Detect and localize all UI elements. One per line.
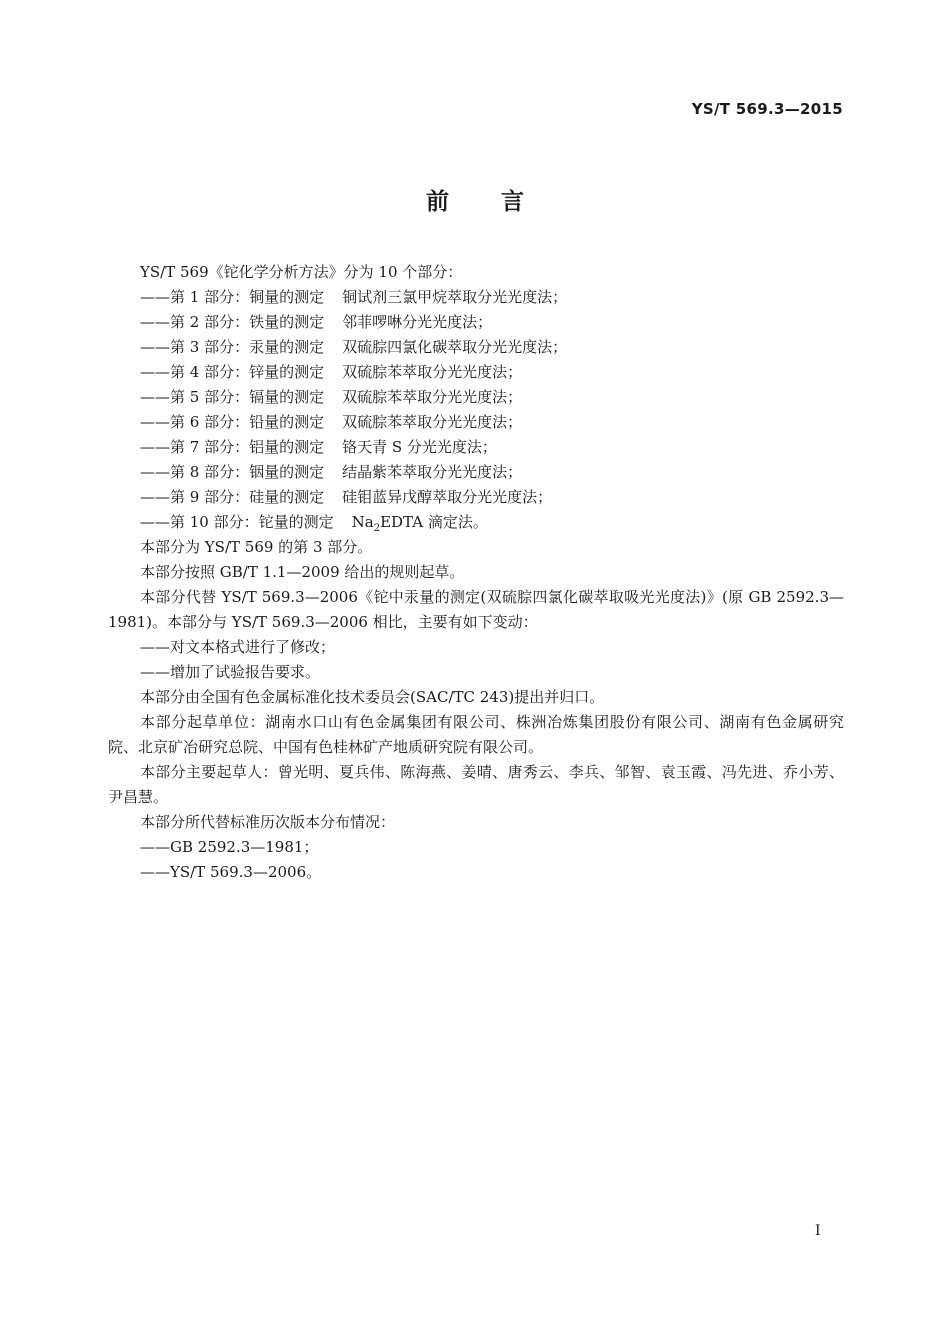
this-part-paragraph: 本部分为 YS/T 569 的第 3 部分。 — [140, 538, 373, 556]
part-item: ——第 2 部分：铁量的测定 邻菲啰啉分光光度法； — [140, 313, 493, 331]
standard-code: YS/T 569.3—2015 — [691, 100, 843, 118]
page-title: 前言 — [426, 189, 576, 215]
part-item: ——第 4 部分：锌量的测定 双硫腙苯萃取分光光度法； — [140, 363, 523, 381]
part-item: ——第 7 部分：铝量的测定 铬天青 S 分光光度法； — [140, 438, 497, 456]
history-item: ——YS/T 569.3—2006。 — [140, 863, 322, 881]
foreword-body — [108, 260, 844, 885]
part-item: ——第 5 部分：镉量的测定 双硫腙苯萃取分光光度法； — [140, 388, 523, 406]
intro-paragraph: YS/T 569《铊化学分析方法》分为 10 个部分： — [140, 263, 463, 281]
history-paragraph: 本部分所代替标准历次版本分布情况： — [140, 813, 396, 831]
drafters-paragraph: 本部分主要起草人：曾光明、夏兵伟、陈海燕、姜晴、唐秀云、李兵、邹智、袁玉霞、冯先进、乔小芳、尹昌慧。 — [108, 763, 844, 806]
part-item: ——第 6 部分：铅量的测定 双硫腙苯萃取分光光度法； — [140, 413, 523, 431]
change-item: ——对文本格式进行了修改； — [140, 638, 336, 656]
part-item: ——第 3 部分：汞量的测定 双硫腙四氯化碳萃取分光光度法； — [140, 338, 568, 356]
page-number: I — [815, 1223, 821, 1239]
part-item: ——第 10 部分：铊量的测定 $Na_2EDTA$ 滴定法。 — [140, 513, 488, 534]
part-item: ——第 8 部分：铟量的测定 结晶紫苯萃取分光光度法； — [140, 463, 523, 481]
drafting-units-paragraph: 本部分起草单位：湖南水口山有色金属集团有限公司、株洲冶炼集团股份有限公司、湖南有色金属研究院、北京矿冶研究总院、中国有色桂林矿产地质研究院有限公司。 — [108, 713, 844, 756]
history-item: ——GB 2592.3—1981； — [140, 838, 319, 856]
drafting-rule-paragraph: 本部分按照 GB/T 1.1—2009 给出的规则起草。 — [140, 563, 465, 581]
change-item: ——增加了试验报告要求。 — [140, 663, 321, 681]
part-item: ——第 1 部分：铜量的测定 铜试剂三氯甲烷萃取分光光度法； — [140, 288, 568, 306]
replaces-paragraph: 本部分代替 YS/T 569.3—2006《铊中汞量的测定(双硫腙四氯化碳萃取吸光光度法)》(原 GB 2592.3—1981)。本部分与 YS/T 569.3—2006 相比，主要有如下变动： — [108, 588, 844, 631]
part-item: ——第 9 部分：硅量的测定 硅钼蓝异戊醇萃取分光光度法； — [140, 488, 553, 506]
proposed-by-paragraph: 本部分由全国有色金属标准化技术委员会(SAC/TC 243)提出并归口。 — [140, 688, 605, 706]
